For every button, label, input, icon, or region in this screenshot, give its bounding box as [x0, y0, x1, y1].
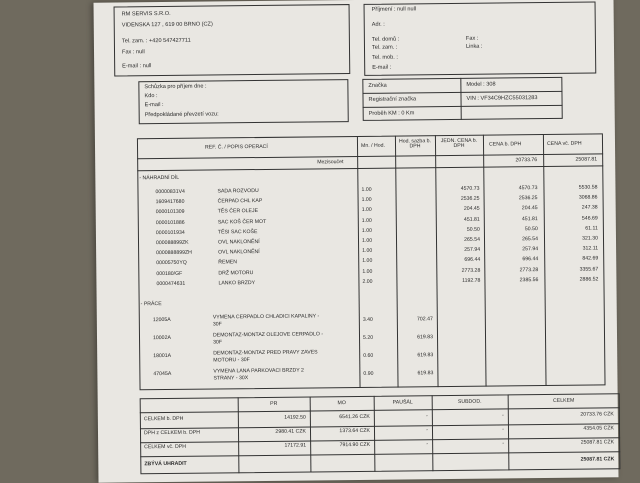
labor-ref: 12005A: [152, 316, 171, 324]
summary-total: 25087.81 CZK: [580, 439, 615, 446]
labor-qty: 0.60: [363, 352, 374, 359]
summary-header-total: CELKEM: [552, 397, 575, 404]
part-qty: 1.00: [362, 248, 373, 255]
part-qty: 1.00: [361, 186, 372, 193]
supplier-phone: Tel. zam. : +420 547427711: [121, 37, 191, 45]
part-desc: ČERPAD CHL KAP: [217, 198, 263, 205]
part-qty: 2.00: [362, 278, 373, 285]
part-unit-price: 257.94: [464, 246, 481, 254]
header-rate: Hod. sazba b. DPH: [398, 138, 432, 150]
part-total-vat: 247.38: [581, 204, 598, 212]
part-qty: 1.00: [362, 258, 373, 265]
part-total: 2773.28: [519, 266, 539, 273]
summary-pr: 17172.91: [284, 442, 307, 449]
customer-email: E-mail :: [372, 64, 392, 71]
part-ref: 0000101934: [155, 229, 185, 236]
labor-desc-line1: VYMENA LANA PARKOVACI BRZDY 2: [213, 367, 304, 375]
customer-fax: Fax :: [465, 35, 479, 42]
part-qty: 1.00: [361, 207, 372, 214]
summary-pausal: -: [426, 441, 429, 448]
part-qty: 1.00: [361, 217, 372, 224]
customer-surname: Příjmení : null null: [371, 6, 417, 13]
labor-qty: 0.90: [363, 370, 374, 377]
subtotal-label: Mezisoučet: [317, 159, 344, 166]
reception-title: Schůzka pro příjem dne :: [144, 83, 207, 91]
part-total: 2536.25: [518, 195, 538, 202]
labor-desc-line2: MOTORU - 30F: [213, 357, 250, 364]
part-desc: ŘEMEN: [218, 259, 237, 266]
supplier-fax: Fax : null: [121, 49, 145, 56]
part-qty: 1.00: [361, 227, 373, 234]
summary-header-mo: MO: [337, 400, 346, 407]
part-total: 50.50: [524, 225, 538, 233]
vehicle-vin: VIN : VF34C9HZC55031283: [466, 95, 538, 102]
summary-header-subdod: SUBDOD.: [457, 398, 482, 405]
part-total-vat: 842.69: [582, 255, 599, 263]
subtotal-vat-value: 25087.81: [575, 156, 598, 163]
header-unit: JEDN. CENA b. DPH: [440, 137, 478, 150]
part-total: 204.45: [521, 205, 538, 212]
labor-qty: 5.20: [362, 334, 374, 341]
part-ref: 0000888899ZH: [156, 249, 192, 257]
summary-pr: 2980.41 CZK: [275, 428, 307, 435]
header-total: CENA b. DPH: [488, 141, 522, 148]
part-unit-price: 2536.25: [460, 195, 480, 203]
summary-mo: 1373.64 CZK: [339, 427, 371, 435]
part-total: 696.44: [522, 256, 539, 263]
customer-tel-home: Tel. domů :: [371, 36, 400, 43]
part-desc: TĚSI SAC KOŠE: [217, 228, 258, 236]
vehicle-brand-label: Značka: [368, 82, 387, 89]
summary-row-label: CELKEM vč. DPH: [144, 443, 186, 451]
part-unit-price: 265.54: [464, 236, 481, 243]
summary-subdod: -: [502, 412, 504, 419]
part-total: 451.81: [521, 215, 538, 222]
labor-desc-line2: 30F: [213, 339, 223, 346]
part-desc: OVL NAKLONĚNÍ: [217, 239, 260, 246]
labor-ref: 10002A: [152, 334, 171, 342]
part-ref: 000088899ZK: [155, 239, 189, 247]
part-total-vat: 312.11: [582, 245, 599, 252]
labor-desc-line1: DEMONTAZ-MONTAZ PRED PRAVY ZAVES: [213, 349, 318, 357]
part-total: 265.54: [522, 236, 539, 243]
labor-desc-line1: VYMENA CERPADLO CHLADICI KAPALINY -: [212, 313, 320, 321]
labor-rate: 702.47: [416, 316, 433, 323]
part-unit-price: 204.45: [463, 206, 480, 213]
part-ref: 0000474631: [156, 280, 186, 287]
summary-row-label: DPH z CELKEM b. DPH: [143, 429, 200, 437]
part-total-vat: 5530.58: [578, 184, 598, 191]
summary-pausal: -: [426, 427, 429, 434]
due-total: 25087.81 CZK: [580, 456, 615, 463]
customer-line: Linka :: [465, 43, 483, 50]
part-total-vat: 3068.86: [578, 194, 598, 201]
summary-total: 20733.76 CZK: [580, 411, 614, 418]
part-total: 257.94: [522, 246, 539, 253]
part-qty: 1.00: [361, 237, 373, 244]
part-ref: 00005750YQ: [156, 260, 187, 267]
header-total-vat: CENA vč. DPH: [546, 140, 582, 147]
part-total-vat: 321.30: [582, 235, 599, 242]
customer-tel-work: Tel. zam. :: [371, 44, 398, 51]
part-total: 2385.56: [519, 276, 539, 284]
summary-row-label: CELKEM b. DPH: [143, 415, 184, 423]
part-ref: 0000101309: [155, 209, 185, 216]
part-qty: 1.00: [362, 268, 373, 275]
summary-header-pr: PR: [270, 400, 278, 407]
part-desc: SADA ROZVODU: [217, 188, 259, 195]
part-desc: OVL NAKLONĚNÍ: [218, 249, 260, 256]
part-unit-price: 696.44: [464, 257, 481, 264]
labor-desc-line1: DEMONTAZ-MONTAZ OLEJOVE CERPADLO -: [212, 331, 324, 339]
supplier-email: E-mail : null: [122, 63, 152, 70]
summary-subdod: -: [502, 426, 505, 433]
labor-ref: 47045A: [153, 370, 172, 378]
vehicle-mileage: Proběh KM : 0 Km: [368, 110, 415, 117]
labor-section-label: - PRÁCE: [140, 301, 162, 308]
part-unit-price: 2773.28: [461, 267, 481, 274]
labor-rate: 619.83: [417, 334, 434, 341]
summary-total: 4354.05 CZK: [583, 425, 615, 432]
due-label: ZBÝVÁ UHRADIT: [144, 460, 187, 468]
part-ref: 00000831V4: [155, 188, 185, 196]
header-ref: REF. Č. / POPIS OPERACÍ: [204, 143, 268, 151]
labor-rate: 619.83: [417, 352, 434, 359]
part-desc: TĚS ČER OLEJE: [217, 208, 259, 215]
labor-desc-line2: 30F: [212, 321, 222, 328]
customer-address: Adr. :: [371, 21, 385, 28]
reception-who: Kdo :: [144, 93, 158, 100]
summary-subdod: -: [502, 440, 505, 447]
part-desc: DRŽ MOTORU: [218, 269, 254, 277]
part-unit-price: 50.50: [466, 226, 480, 233]
part-total-vat: 61.11: [585, 225, 598, 232]
part-desc: LANKO BRZDY: [218, 279, 256, 287]
part-ref: 0000101886: [155, 219, 185, 226]
supplier-address: VIDENSKA 127 , 619 00 BRNO (CZ): [121, 21, 213, 29]
vehicle-registration-label: Registrační značka: [368, 96, 417, 103]
parts-section-label: - NÁHRADNÍ DÍL: [139, 174, 180, 182]
part-unit-price: 4570.73: [460, 185, 480, 192]
part-desc: SAC KOŠ ČER MOT: [217, 218, 267, 226]
summary-header-pausal: PAUŠÁL: [392, 399, 413, 406]
part-total: 4570.73: [518, 185, 538, 192]
part-total-vat: 546.69: [581, 215, 598, 222]
header-qty: Mn. / Hod.: [360, 142, 385, 149]
part-ref: 000180/GF: [156, 270, 183, 277]
customer-tel-mob: Tel. mob. :: [372, 54, 398, 61]
part-ref: 1609417680: [155, 198, 185, 206]
invoice-paper: [94, 0, 619, 483]
supplier-name: RM SERVIS S.R.O.: [121, 10, 171, 18]
summary-mo: 7914.90 CZK: [339, 441, 371, 449]
part-unit-price: 451.81: [463, 216, 480, 223]
vehicle-model: Model : 308: [466, 81, 496, 88]
summary-mo: 6541.26 CZK: [339, 413, 370, 421]
part-total-vat: 2886.52: [579, 276, 599, 283]
subtotal-value: 20733.76: [515, 157, 538, 164]
labor-rate: 619.83: [417, 370, 434, 377]
labor-desc-line2: STRANY - 30X: [213, 375, 249, 382]
labor-qty: 3.40: [362, 316, 373, 323]
summary-pausal: -: [426, 413, 428, 420]
labor-ref: 18001A: [153, 352, 172, 360]
summary-pr: 14192.50: [284, 414, 306, 421]
reception-email: E-mail :: [144, 102, 164, 109]
part-unit-price: 1192.78: [462, 277, 481, 284]
reception-handover: Předpokládané převzetí vozu:: [144, 111, 219, 119]
part-total-vat: 3355.67: [579, 266, 599, 273]
part-qty: 1.00: [361, 197, 372, 204]
